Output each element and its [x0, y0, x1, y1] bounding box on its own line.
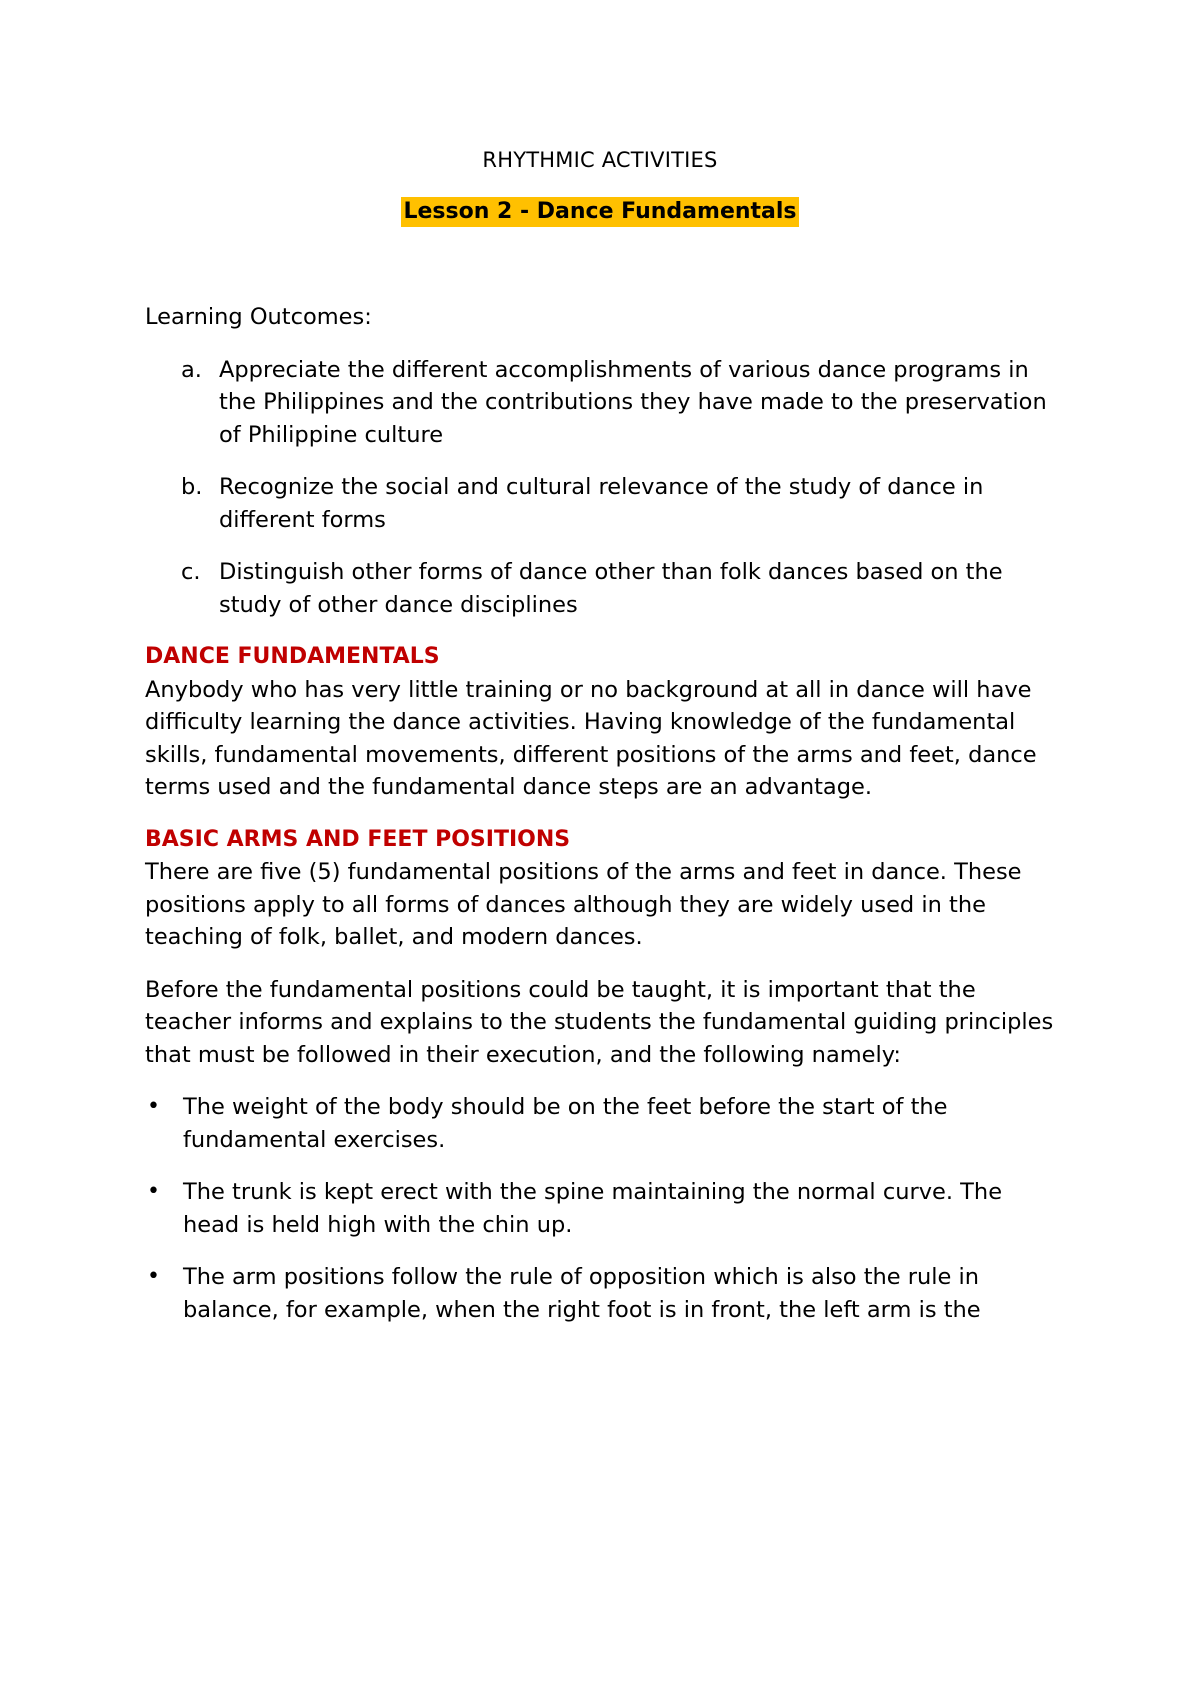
learning-outcomes-label: Learning Outcomes: — [145, 304, 372, 330]
list-item-text: The trunk is kept erect with the spine maintaining the normal curve. The head is held high with the chin up. — [183, 1179, 1003, 1238]
list-item — [145, 1261, 1065, 1326]
list-marker: c. — [181, 559, 201, 585]
bullet-icon: • — [147, 1094, 160, 1119]
list-item — [145, 556, 1065, 621]
basic-positions-heading: BASIC ARMS AND FEET POSITIONS — [145, 826, 571, 852]
list-item — [145, 354, 1065, 452]
lesson-title-wrapper — [0, 197, 1200, 227]
list-item-text: The arm positions follow the rule of opposition which is also the rule in balance, for example, when the right foot is in front, the left arm is the — [183, 1264, 981, 1323]
list-marker: a. — [181, 356, 202, 383]
bullet-icon: • — [147, 1264, 160, 1289]
bullet-icon: • — [147, 1179, 160, 1204]
list-item — [145, 471, 1065, 536]
dance-fundamentals-heading: DANCE FUNDAMENTALS — [145, 644, 440, 669]
document-title: RHYTHMIC ACTIVITIES — [482, 148, 718, 172]
list-item — [145, 1176, 1065, 1241]
learning-outcomes-list — [145, 354, 1065, 622]
basic-positions-paragraph-1: There are five (5) fundamental positions of the arms and feet in dance. These positions apply to all forms of dances although they are widely used in the teaching of folk, ballet, and modern dances. — [145, 859, 1022, 950]
list-item — [145, 1091, 1065, 1156]
basic-positions-paragraph-2: Before the fundamental positions could be taught, it is important that the teacher informs and explains to the students the fundamental guiding principles that must be followed in their execution, and the following namely: — [145, 976, 1054, 1068]
guiding-principles-list — [145, 1091, 1065, 1326]
list-item-text: Distinguish other forms of dance other than folk dances based on the study of other dance disciplines — [219, 559, 1003, 618]
list-item-text: Appreciate the different accomplishments of various dance programs in the Philippines and the contributions they have made to the preservation of Philippine culture — [219, 356, 1047, 448]
list-item-text: Recognize the social and cultural relevance of the study of dance in different forms — [219, 474, 984, 533]
list-item-text: The weight of the body should be on the feet before the start of the fundamental exercises. — [183, 1094, 948, 1153]
dance-fundamentals-paragraph: Anybody who has very little training or no background at all in dance will have difficulty learning the dance activities. Having knowledge of the fundamental skills, fundamental movements, different positions of the arms and feet, dance terms used and the fundamental dance steps are an advantage. — [145, 676, 1037, 800]
list-marker: b. — [181, 474, 203, 500]
document-body — [145, 301, 1065, 1346]
lesson-title: Lesson 2 - Dance Fundamentals — [401, 197, 798, 227]
